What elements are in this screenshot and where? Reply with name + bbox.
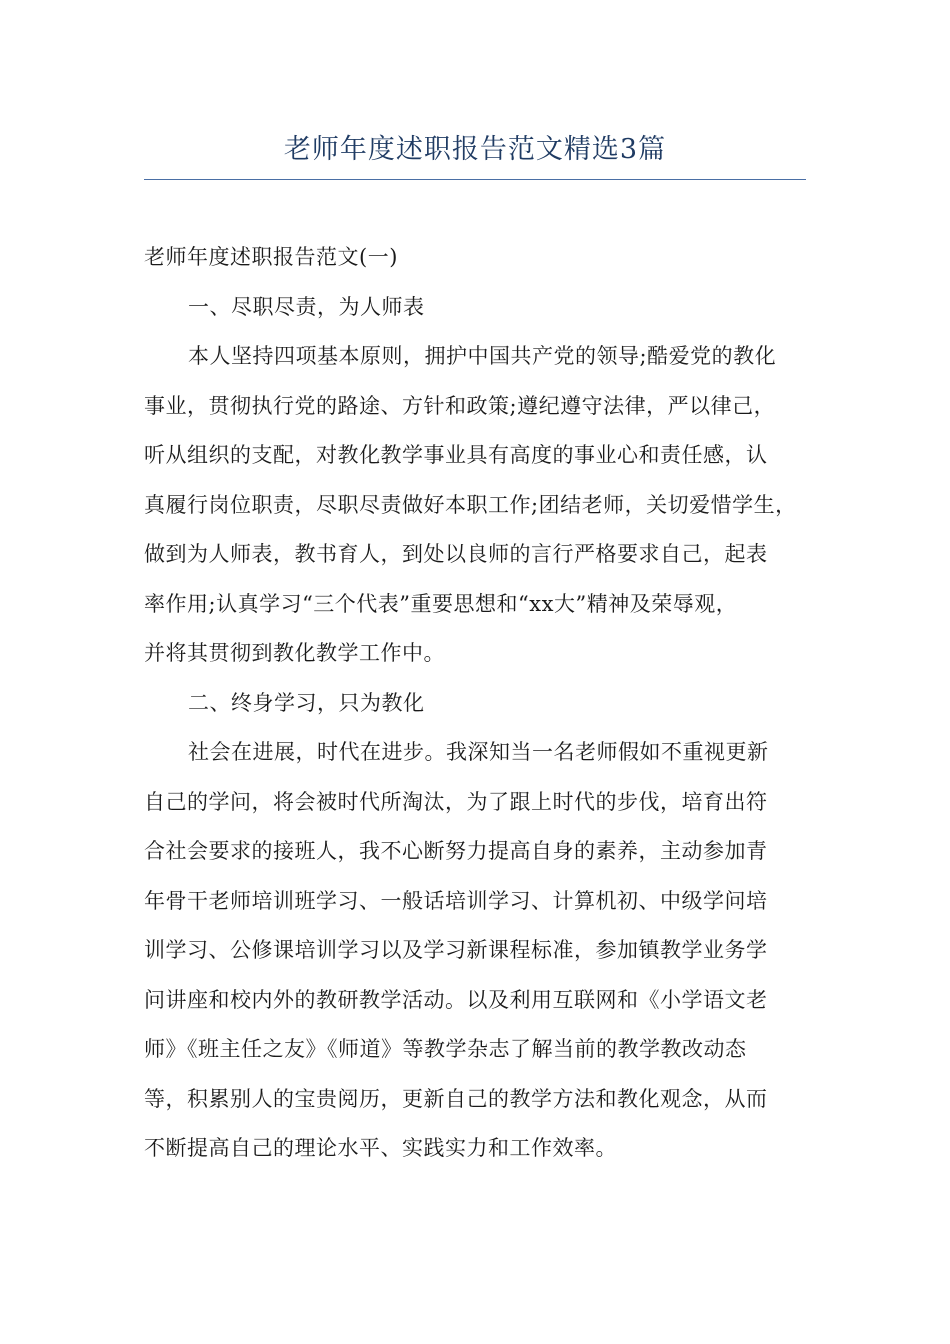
paragraph-line: 训学习、公修课培训学习以及学习新课程标准，参加镇教学业务学 <box>144 938 768 962</box>
paragraph-line: 做到为人师表，教书育人，到处以良师的言行严格要求自己，起表 <box>144 542 768 566</box>
paragraph-line: 等，积累别人的宝贵阅历，更新自己的教学方法和教化观念，从而 <box>144 1086 768 1111</box>
paragraph-line: 真履行岗位职责，尽职尽责做好本职工作;团结老师，关切爱惜学生， <box>144 492 797 517</box>
paragraph-line: 师》《班主任之友》《师道》等教学杂志了解当前的教学教改动态 <box>144 1037 747 1061</box>
paragraph-line: 听从组织的支配，对教化教学事业具有高度的事业心和责任感，认 <box>144 443 768 467</box>
page-title: 老师年度述职报告范文精选3篇 <box>283 134 667 165</box>
title-underline <box>144 179 806 180</box>
subsection-heading: 二、终身学习，只为教化 <box>188 690 425 715</box>
paragraph-line: 本人坚持四项基本原则，拥护中国共产党的领导;酷爱党的教化 <box>188 344 777 368</box>
document-body <box>144 237 824 1178</box>
subsection-heading: 一、尽职尽责，为人师表 <box>188 294 425 319</box>
paragraph-line: 问讲座和校内外的教研教学活动。以及利用互联网和《小学语文老 <box>144 987 768 1012</box>
paragraph-line: 合社会要求的接班人，我不心断努力提高自身的素养，主动参加青 <box>144 839 768 863</box>
paragraph-line: 年骨干老师培训班学习、一般话培训学习、计算机初、中级学问培 <box>144 888 768 913</box>
paragraph-line: 并将其贯彻到教化教学工作中。 <box>144 641 445 665</box>
paragraph-line: 社会在进展，时代在进步。我深知当一名老师假如不重视更新 <box>188 740 769 764</box>
paragraph-line: 率作用;认真学习“三个代表”重要思想和“xx大”精神及荣辱观， <box>144 591 738 616</box>
paragraph-line: 事业，贯彻执行党的路途、方针和政策;遵纪遵守法律，严以律己， <box>144 393 776 418</box>
paragraph-line: 自己的学问，将会被时代所淘汰，为了跟上时代的步伐，培育出符 <box>144 789 768 814</box>
section-heading: 老师年度述职报告范文(一) <box>144 245 398 269</box>
paragraph-line: 不断提高自己的理论水平、实践实力和工作效率。 <box>144 1136 617 1160</box>
